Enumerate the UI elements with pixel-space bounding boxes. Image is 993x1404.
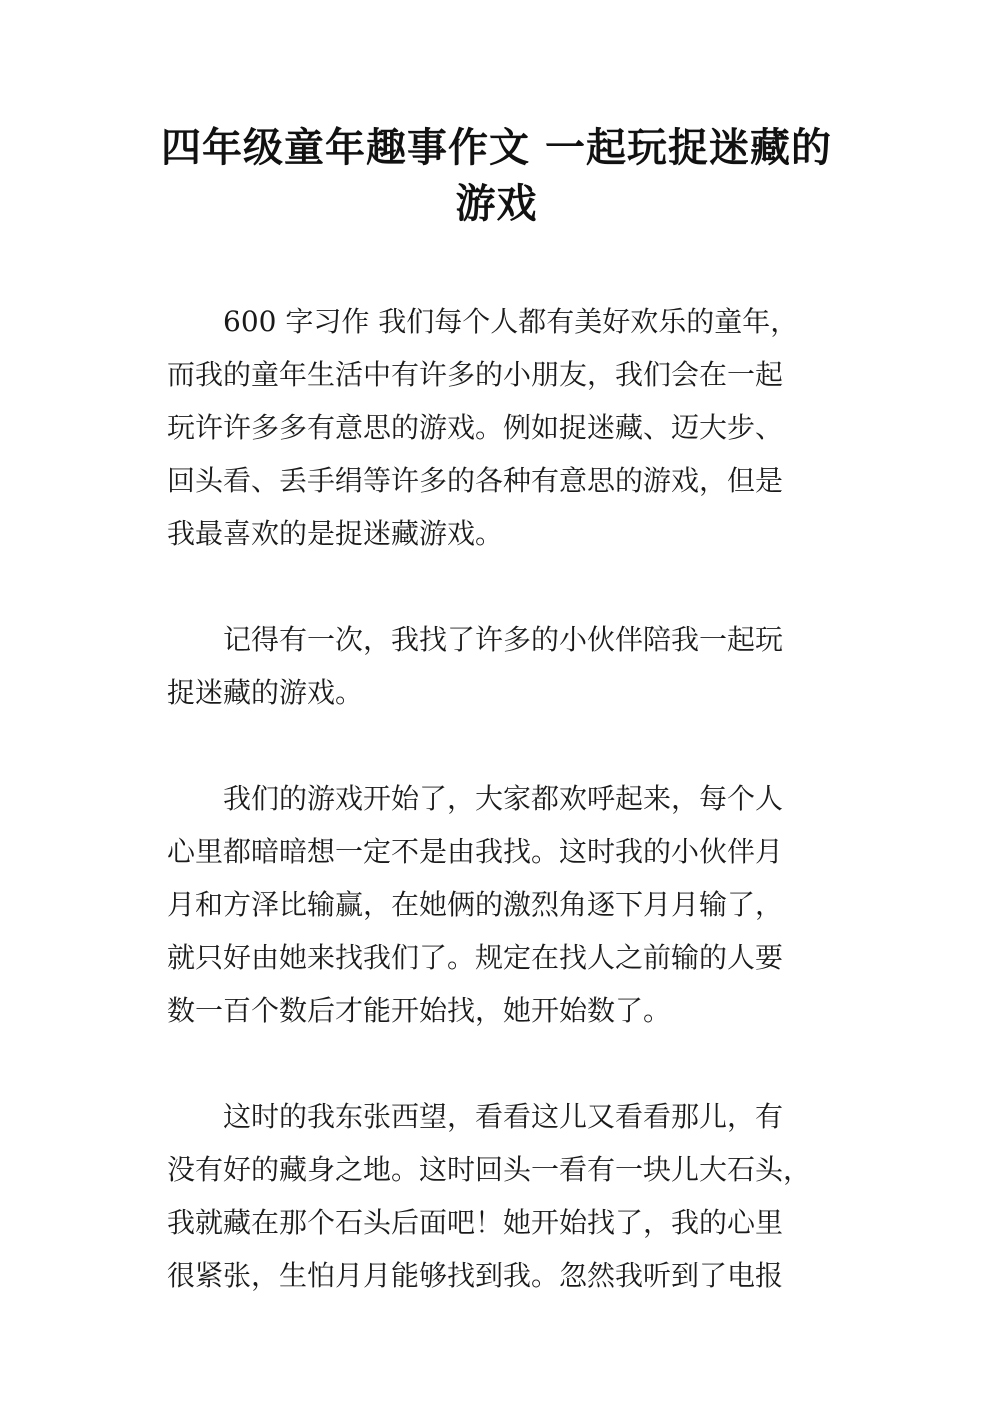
text-line: 月和方泽比输赢，在她俩的激烈角逐下月月输了， xyxy=(167,888,784,921)
paragraph xyxy=(167,295,847,560)
text-line: 玩许许多多有意思的游戏。例如捉迷藏、迈大步、 xyxy=(167,411,784,444)
text-line: 心里都暗暗想一定不是由我找。这时我的小伙伴月 xyxy=(167,835,784,868)
paragraph xyxy=(167,613,847,719)
paragraph xyxy=(167,772,847,1037)
document-body xyxy=(167,295,847,1355)
document-title xyxy=(150,120,843,232)
text-line: 这时的我东张西望，看看这儿又看看那儿，有 xyxy=(223,1100,784,1133)
text-line: 很紧张，生怕月月能够找到我。忽然我听到了电报 xyxy=(167,1259,784,1292)
text-line: 就只好由她来找我们了。规定在找人之前输的人要 xyxy=(167,941,784,974)
text-line: 记得有一次，我找了许多的小伙伴陪我一起玩 xyxy=(223,623,784,656)
text-line: 回头看、丢手绢等许多的各种有意思的游戏，但是 xyxy=(167,464,784,497)
text-line: 我就藏在那个石头后面吧！她开始找了，我的心里 xyxy=(167,1206,784,1239)
text-line: 而我的童年生活中有许多的小朋友，我们会在一起 xyxy=(167,358,784,391)
title-line: 游戏 xyxy=(455,181,538,227)
text-line: 没有好的藏身之地。这时回头一看有一块儿大石头， xyxy=(167,1153,812,1186)
paragraph xyxy=(167,1090,847,1302)
text-line: 捉迷藏的游戏。 xyxy=(167,676,364,709)
text-line: 我最喜欢的是捉迷藏游戏。 xyxy=(167,517,504,550)
text-line: 我们的游戏开始了，大家都欢呼起来，每个人 xyxy=(223,782,784,815)
title-line: 四年级童年趣事作文 一起玩捉迷藏的 xyxy=(161,125,832,171)
text-line: 600 字习作 我们每个人都有美好欢乐的童年， xyxy=(223,305,799,338)
text-line: 数一百个数后才能开始找，她开始数了。 xyxy=(167,994,672,1027)
